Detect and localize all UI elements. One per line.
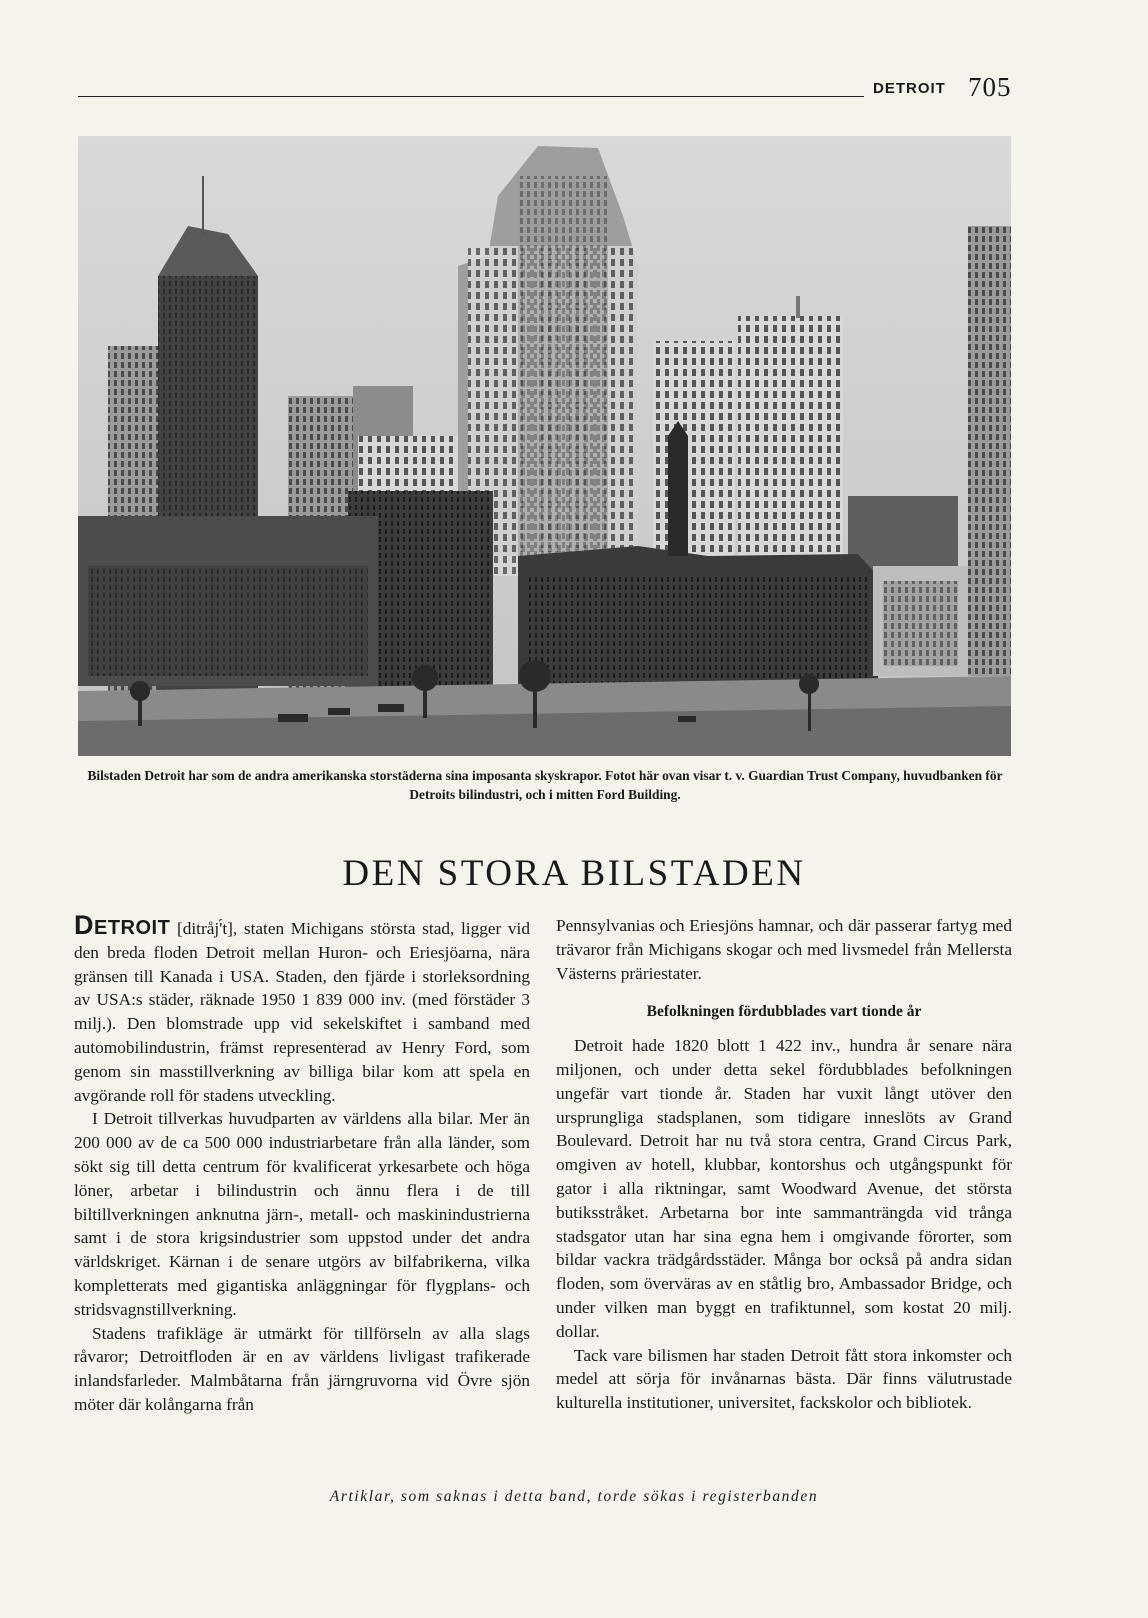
skyline-illustration (78, 136, 1011, 756)
right-column (556, 914, 1012, 1415)
body-paragraph: I Detroit tillverkas huvudparten av världens alla bilar. Mer än 200 000 av de ca 500 000 industriarbetare från alla länder, som sökt sig till detta centrum för kvalificerat yrkesarbete och höga löner, arbetar i bilindustrin och ännu flera i de till biltillverkningen anknutna järn-, metall- och maskinindustrierna samt i de stora krigsindustrier som uppstod under det andra världskriget. Kärnan i de senare utgörs av bilfabrikerna, vilka kompletterats med gigantiska anläggningar för flygplans- och stridsvagnstillverkning. (74, 1109, 530, 1319)
subheading: Befolkningen fördubblades vart tionde år (646, 1003, 922, 1021)
body-paragraph: Stadens trafikläge är utmärkt för tillförseln av alla slags råvaror; Detroitfloden är en av världens livligast trafikerade inlandsfarleder. Malmbåtarna från järngruvorna vid Övre sjön möter där kolångarna från (74, 1323, 530, 1414)
header-rule (78, 96, 864, 97)
lead-text: [ditråj'́t], staten Michigans största stad, ligger vid den breda floden Detroit mellan Huron- och Eriesjöarna, nära gränsen till Kanada i USA. Staden, den fjärde i storleksordning av USA:s städer, räknade 1950 1 839 000 inv. (med förstäder 3 milj.). Den blomstrade upp vid sekelskiftet i samband med automobilindustrin, främst representerad av Henry Ford, som genom sin masstillverkning av billiga bilar kom att spela en avgörande roll för stadens utveckling. (74, 919, 530, 1105)
article-lead-paragraph (74, 910, 530, 1107)
running-head: DETROIT (873, 80, 946, 97)
photo-caption: Bilstaden Detroit har som de andra amerikanska storstäderna sina imposanta skyskrapor. Fotot här ovan visar t. v. Guardian Trust Company, huvudbanken för Detroits bilindustri, och i mitten Ford Building. (87, 768, 1003, 802)
body-paragraph-continued: Pennsylvanias och Eriesjöns hamnar, och där passerar fartyg med trävaror från Michigans skogar och med livsmedel från Mellersta Västerns präriestater. (556, 916, 1012, 983)
lead-initial: D (74, 910, 94, 940)
left-column (74, 910, 530, 1417)
body-paragraph: Tack vare bilismen har staden Detroit fått stora inkomster och medel att sörja för invånarnas bästa. Där finns välutrustade kulturella institutioner, universitet, fackskolor och bibliotek. (556, 1345, 1012, 1413)
skyline-photo (78, 136, 1011, 756)
lead-word: DETROIT (74, 910, 171, 940)
article-title: DEN STORA BILSTADEN (342, 853, 806, 894)
footer-note: Artiklar, som saknas i detta band, torde sökas i registerbanden (329, 1488, 819, 1505)
body-paragraph: Detroit hade 1820 blott 1 422 inv., hundra år senare nära miljonen, och under detta sekel fördubblades befolkningen ungefär vart tionde år. Staden har vuxit långt utöver den ursprungliga stadsplanen, som tidigare inneslöts av Grand Boulevard. Detroit har nu två stora centra, Grand Circus Park, omgiven av hotell, klubbar, kontorshus och utgångspunkt för gator i alla riktningar, samt Woodward Avenue, det största butiksstråket. Arbetarna bor inte sammanträngda vid trånga stadsgator utan har sina egna hem i omgivande förorter, som bildar vackra trädgårdsstäder. Många bor också på andra sidan floden, som överväras av en ståtlig bro, Ambassador Bridge, och under vilken man byggt en trafiktunnel, som kostat 20 milj. dollar. (556, 1036, 1012, 1341)
page-number: 705 (968, 72, 1012, 102)
